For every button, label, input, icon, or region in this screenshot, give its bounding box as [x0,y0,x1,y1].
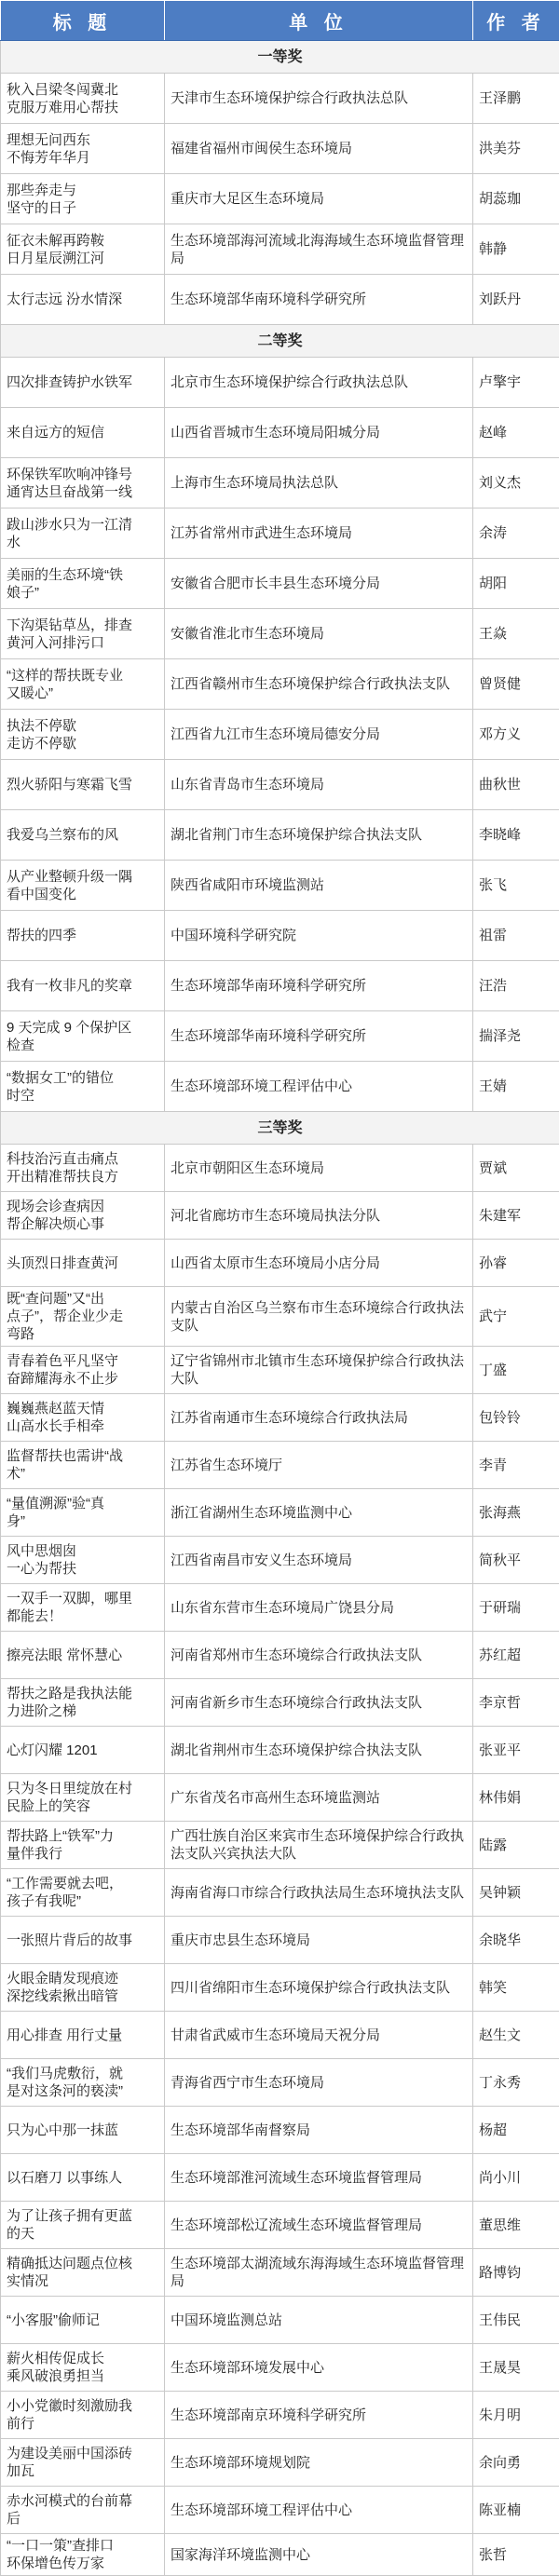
row-title: 帮扶路上“铁军”力 量伴我行 [1,1822,165,1869]
row-title: 我有一枚非凡的奖章 [1,961,165,1011]
header-title: 标 题 [1,1,165,41]
row-author: 卢擎宇 [473,358,559,408]
row-org: 安徽省淮北市生态环境局 [165,609,473,659]
row-author: 胡阳 [473,559,559,609]
row-org: 生态环境部华南环境科学研究所 [165,275,473,325]
table-row [1,1347,559,1394]
row-author: 于研瑞 [473,1584,559,1632]
table-row [1,2154,559,2202]
row-org: 江苏省常州市武进生态环境局 [165,508,473,559]
row-author: 丁永秀 [473,2059,559,2107]
row-title: 风中思烟囱 一心为帮扶 [1,1537,165,1584]
row-author: 李京哲 [473,1679,559,1727]
table-row [1,2297,559,2344]
row-author: 丁盛 [473,1347,559,1394]
row-author: 曾贤健 [473,659,559,710]
row-author: 余晓华 [473,1917,559,1964]
table-row [1,1727,559,1774]
row-author: 路博钧 [473,2249,559,2297]
row-org: 生态环境部松辽流域生态环境监督管理局 [165,2202,473,2249]
row-title: “小客服”偷师记 [1,2297,165,2344]
row-org: 四川省绵阳市生态环境保护综合行政执法支队 [165,1964,473,2012]
table-row [1,2107,559,2154]
row-title: 监督帮扶也需讲“战 术” [1,1442,165,1489]
row-author: 王婧 [473,1062,559,1112]
row-title: 太行志远 汾水情深 [1,275,165,325]
row-author: 韩笑 [473,1964,559,2012]
row-org: 生态环境部华南环境科学研究所 [165,1011,473,1062]
table-row [1,609,559,659]
row-author: 尚小川 [473,2154,559,2202]
row-org: 福建省福州市闽侯生态环境局 [165,124,473,174]
row-author: 王泽鹏 [473,74,559,124]
row-org: 河南省新乡市生态环境综合行政执法支队 [165,1679,473,1727]
row-title: 从产业整顿升级一隅 看中国变化 [1,861,165,911]
table-row [1,1964,559,2012]
table-row [1,1145,559,1192]
row-org: 生态环境部环境发展中心 [165,2344,473,2392]
table-row [1,1822,559,1869]
row-title: 科技治污直击痛点 开出精准帮扶良方 [1,1145,165,1192]
row-org: 生态环境部华南环境科学研究所 [165,961,473,1011]
table-row [1,1584,559,1632]
row-title: “工作需要就去吧， 孩子有我呢” [1,1869,165,1917]
row-org: 江西省南昌市安义生态环境局 [165,1537,473,1584]
table-row [1,2439,559,2487]
section-header-row [1,41,559,74]
row-title: 一双手一双脚，哪里 都能去！ [1,1584,165,1632]
row-title: 我爱乌兰察布的风 [1,810,165,861]
table-row [1,1442,559,1489]
row-author: 杨超 [473,2107,559,2154]
row-author: 余向勇 [473,2439,559,2487]
row-title: 为了让孩子拥有更蓝 的天 [1,2202,165,2249]
row-org: 重庆市大足区生态环境局 [165,174,473,224]
row-org: 生态环境部海河流域北海海域生态环境监督管理局 [165,224,473,275]
table-row [1,1287,559,1347]
table-row [1,1192,559,1240]
row-title: “量值溯源”验“真 身” [1,1489,165,1537]
row-title: 擦亮法眼 常怀慧心 [1,1632,165,1679]
row-org: 湖北省荆门市生态环境保护综合执法支队 [165,810,473,861]
row-title: 小小党徽时刻激励我 前行 [1,2392,165,2439]
row-author: 揣泽尧 [473,1011,559,1062]
row-org: 湖北省荆州市生态环境保护综合执法支队 [165,1727,473,1774]
row-org: 生态环境部南京环境科学研究所 [165,2392,473,2439]
row-title: 现场会诊查病因 帮企解决烦心事 [1,1192,165,1240]
row-org: 甘肃省武威市生态环境局天祝分局 [165,2012,473,2059]
row-author: 贾斌 [473,1145,559,1192]
table-row [1,1869,559,1917]
row-org: 生态环境部环境规划院 [165,2439,473,2487]
header-org: 单 位 [165,1,473,41]
row-title: 那些奔走与 坚守的日子 [1,174,165,224]
row-author: 张哲 [473,2534,559,2576]
row-author: 张海燕 [473,1489,559,1537]
section-title: 二等奖 [1,325,559,358]
row-title: 美丽的生态环境“铁 娘子” [1,559,165,609]
table-row [1,2059,559,2107]
table-row [1,408,559,458]
table-row [1,760,559,810]
row-title: 9 天完成 9 个保护区 检查 [1,1011,165,1062]
row-org: 安徽省合肥市长丰县生态环境分局 [165,559,473,609]
table-row [1,74,559,124]
row-title: 巍巍燕赵蓝天情 山高水长手相牵 [1,1394,165,1442]
row-title: “一口一策”查排口 环保增色传万家 [1,2534,165,2576]
row-author: 李晓峰 [473,810,559,861]
row-title: “这样的帮扶既专业 又暖心” [1,659,165,710]
row-title: 薪火相传促成长 乘风破浪勇担当 [1,2344,165,2392]
table-row [1,2012,559,2059]
row-org: 山东省东营市生态环境局广饶县分局 [165,1584,473,1632]
row-org: 北京市朝阳区生态环境局 [165,1145,473,1192]
row-author: 胡蕊珈 [473,174,559,224]
row-title: 赤水河模式的台前幕 后 [1,2487,165,2534]
row-org: 生态环境部华南督察局 [165,2107,473,2154]
row-org: 生态环境部太湖流域东海海域生态环境监督管理局 [165,2249,473,2297]
section-header-row [1,325,559,358]
row-author: 朱建军 [473,1192,559,1240]
table-row [1,1774,559,1822]
table-row [1,1632,559,1679]
table-row [1,659,559,710]
row-title: 用心排查 用行丈量 [1,2012,165,2059]
row-author: 李青 [473,1442,559,1489]
table-row [1,961,559,1011]
row-title: 只为心中那一抹蓝 [1,2107,165,2154]
table-row [1,1011,559,1062]
row-title: 下沟渠钻草丛，排查 黄河入河排污口 [1,609,165,659]
row-org: 山西省太原市生态环境局小店分局 [165,1240,473,1287]
row-org: 天津市生态环境保护综合行政执法总队 [165,74,473,124]
row-author: 武宁 [473,1287,559,1347]
section-title: 三等奖 [1,1112,559,1145]
row-title: 火眼金睛发现痕迹 深挖线索揪出暗管 [1,1964,165,2012]
award-table-body [1,41,559,2576]
row-title: 帮扶之路是我执法能 力进阶之梯 [1,1679,165,1727]
row-title: 一张照片背后的故事 [1,1917,165,1964]
row-title: 青春着色平凡坚守 奋蹄耀海永不止步 [1,1347,165,1394]
row-title: “我们马虎敷衍，就 是对这条河的亵渎” [1,2059,165,2107]
row-org: 江西省赣州市生态环境保护综合行政执法支队 [165,659,473,710]
row-author: 苏红超 [473,1632,559,1679]
row-author: 陈亚楠 [473,2487,559,2534]
row-author: 王焱 [473,609,559,659]
table-row [1,1679,559,1727]
row-org: 江苏省生态环境厅 [165,1442,473,1489]
table-row [1,1537,559,1584]
row-title: 来自远方的短信 [1,408,165,458]
row-org: 河南省郑州市生态环境综合行政执法支队 [165,1632,473,1679]
row-author: 王晟昊 [473,2344,559,2392]
table-row [1,1917,559,1964]
row-org: 内蒙古自治区乌兰察布市生态环境综合行政执法支队 [165,1287,473,1347]
row-author: 陆露 [473,1822,559,1869]
table-row [1,358,559,408]
row-author: 朱月明 [473,2392,559,2439]
row-title: “数据女工”的错位 时空 [1,1062,165,1112]
row-title: 环保铁军吹响冲锋号 通宵达旦奋战第一线 [1,458,165,508]
table-row [1,2534,559,2576]
row-org: 中国环境科学研究院 [165,911,473,961]
row-title: 心灯闪耀 1201 [1,1727,165,1774]
table-row [1,2249,559,2297]
row-author: 洪美芬 [473,124,559,174]
table-row [1,2344,559,2392]
table-row [1,508,559,559]
row-org: 浙江省湖州生态环境监测中心 [165,1489,473,1537]
table-row [1,1489,559,1537]
table-row [1,2202,559,2249]
row-author: 吴钟颖 [473,1869,559,1917]
header-author: 作 者 [473,1,559,41]
table-row [1,559,559,609]
row-title: 征衣未解再跨鞍 日月星辰溯江河 [1,224,165,275]
row-author: 赵峰 [473,408,559,458]
row-author: 王伟民 [473,2297,559,2344]
row-org: 海南省海口市综合行政执法局生态环境执法支队 [165,1869,473,1917]
row-title: 帮扶的四季 [1,911,165,961]
table-row [1,2487,559,2534]
section-title: 一等奖 [1,41,559,74]
row-title: 秋入吕梁冬闯冀北 克服万难用心帮扶 [1,74,165,124]
table-row [1,911,559,961]
row-author: 林伟娟 [473,1774,559,1822]
table-row [1,710,559,760]
row-author: 简秋平 [473,1537,559,1584]
row-org: 中国环境监测总站 [165,2297,473,2344]
row-title: 以石磨刀 以事练人 [1,2154,165,2202]
row-org: 生态环境部环境工程评估中心 [165,1062,473,1112]
row-author: 包铃铃 [473,1394,559,1442]
row-title: 精确抵达问题点位核 实情况 [1,2249,165,2297]
row-org: 河北省廊坊市生态环境局执法分队 [165,1192,473,1240]
row-author: 张飞 [473,861,559,911]
row-title: 跋山涉水只为一江清 水 [1,508,165,559]
row-author: 孙睿 [473,1240,559,1287]
table-row [1,861,559,911]
row-org: 山东省青岛市生态环境局 [165,760,473,810]
row-author: 刘跃丹 [473,275,559,325]
row-org: 生态环境部淮河流域生态环境监督管理局 [165,2154,473,2202]
row-org: 重庆市忠县生态环境局 [165,1917,473,1964]
table-row [1,1394,559,1442]
row-title: 头顶烈日排查黄河 [1,1240,165,1287]
row-title: 执法不停歇 走访不停歇 [1,710,165,760]
row-org: 江西省九江市生态环境局德安分局 [165,710,473,760]
row-author: 邓方义 [473,710,559,760]
row-org: 山西省晋城市生态环境局阳城分局 [165,408,473,458]
row-author: 董思维 [473,2202,559,2249]
row-title: 四次排查铸护水铁军 [1,358,165,408]
table-row [1,124,559,174]
row-title: 烈火骄阳与寒霜飞雪 [1,760,165,810]
table-row [1,275,559,325]
row-author: 韩静 [473,224,559,275]
table-row [1,2392,559,2439]
row-title: 理想无问西东 不悔芳年华月 [1,124,165,174]
row-org: 国家海洋环境监测中心 [165,2534,473,2576]
row-author: 曲秋世 [473,760,559,810]
row-org: 陕西省咸阳市环境监测站 [165,861,473,911]
row-author: 余涛 [473,508,559,559]
row-title: 只为冬日里绽放在村 民脸上的笑容 [1,1774,165,1822]
row-org: 广西壮族自治区来宾市生态环境保护综合行政执法支队兴宾执法大队 [165,1822,473,1869]
row-title: 既“查问题”又“出 点子”，帮企业少走 弯路 [1,1287,165,1347]
row-org: 北京市生态环境保护综合行政执法总队 [165,358,473,408]
row-org: 辽宁省锦州市北镇市生态环境保护综合行政执法大队 [165,1347,473,1394]
table-row [1,224,559,275]
row-org: 青海省西宁市生态环境局 [165,2059,473,2107]
table-row [1,1240,559,1287]
row-author: 汪浩 [473,961,559,1011]
row-title: 为建设美丽中国添砖 加瓦 [1,2439,165,2487]
table-row [1,1062,559,1112]
table-row [1,174,559,224]
row-author: 赵生文 [473,2012,559,2059]
row-author: 祖雷 [473,911,559,961]
row-org: 广东省茂名市高州生态环境监测站 [165,1774,473,1822]
table-row [1,458,559,508]
row-org: 江苏省南通市生态环境综合行政执法局 [165,1394,473,1442]
section-header-row [1,1112,559,1145]
table-row [1,810,559,861]
header-row [1,1,559,41]
row-author: 张亚平 [473,1727,559,1774]
row-author: 刘义杰 [473,458,559,508]
row-org: 生态环境部环境工程评估中心 [165,2487,473,2534]
row-org: 上海市生态环境局执法总队 [165,458,473,508]
